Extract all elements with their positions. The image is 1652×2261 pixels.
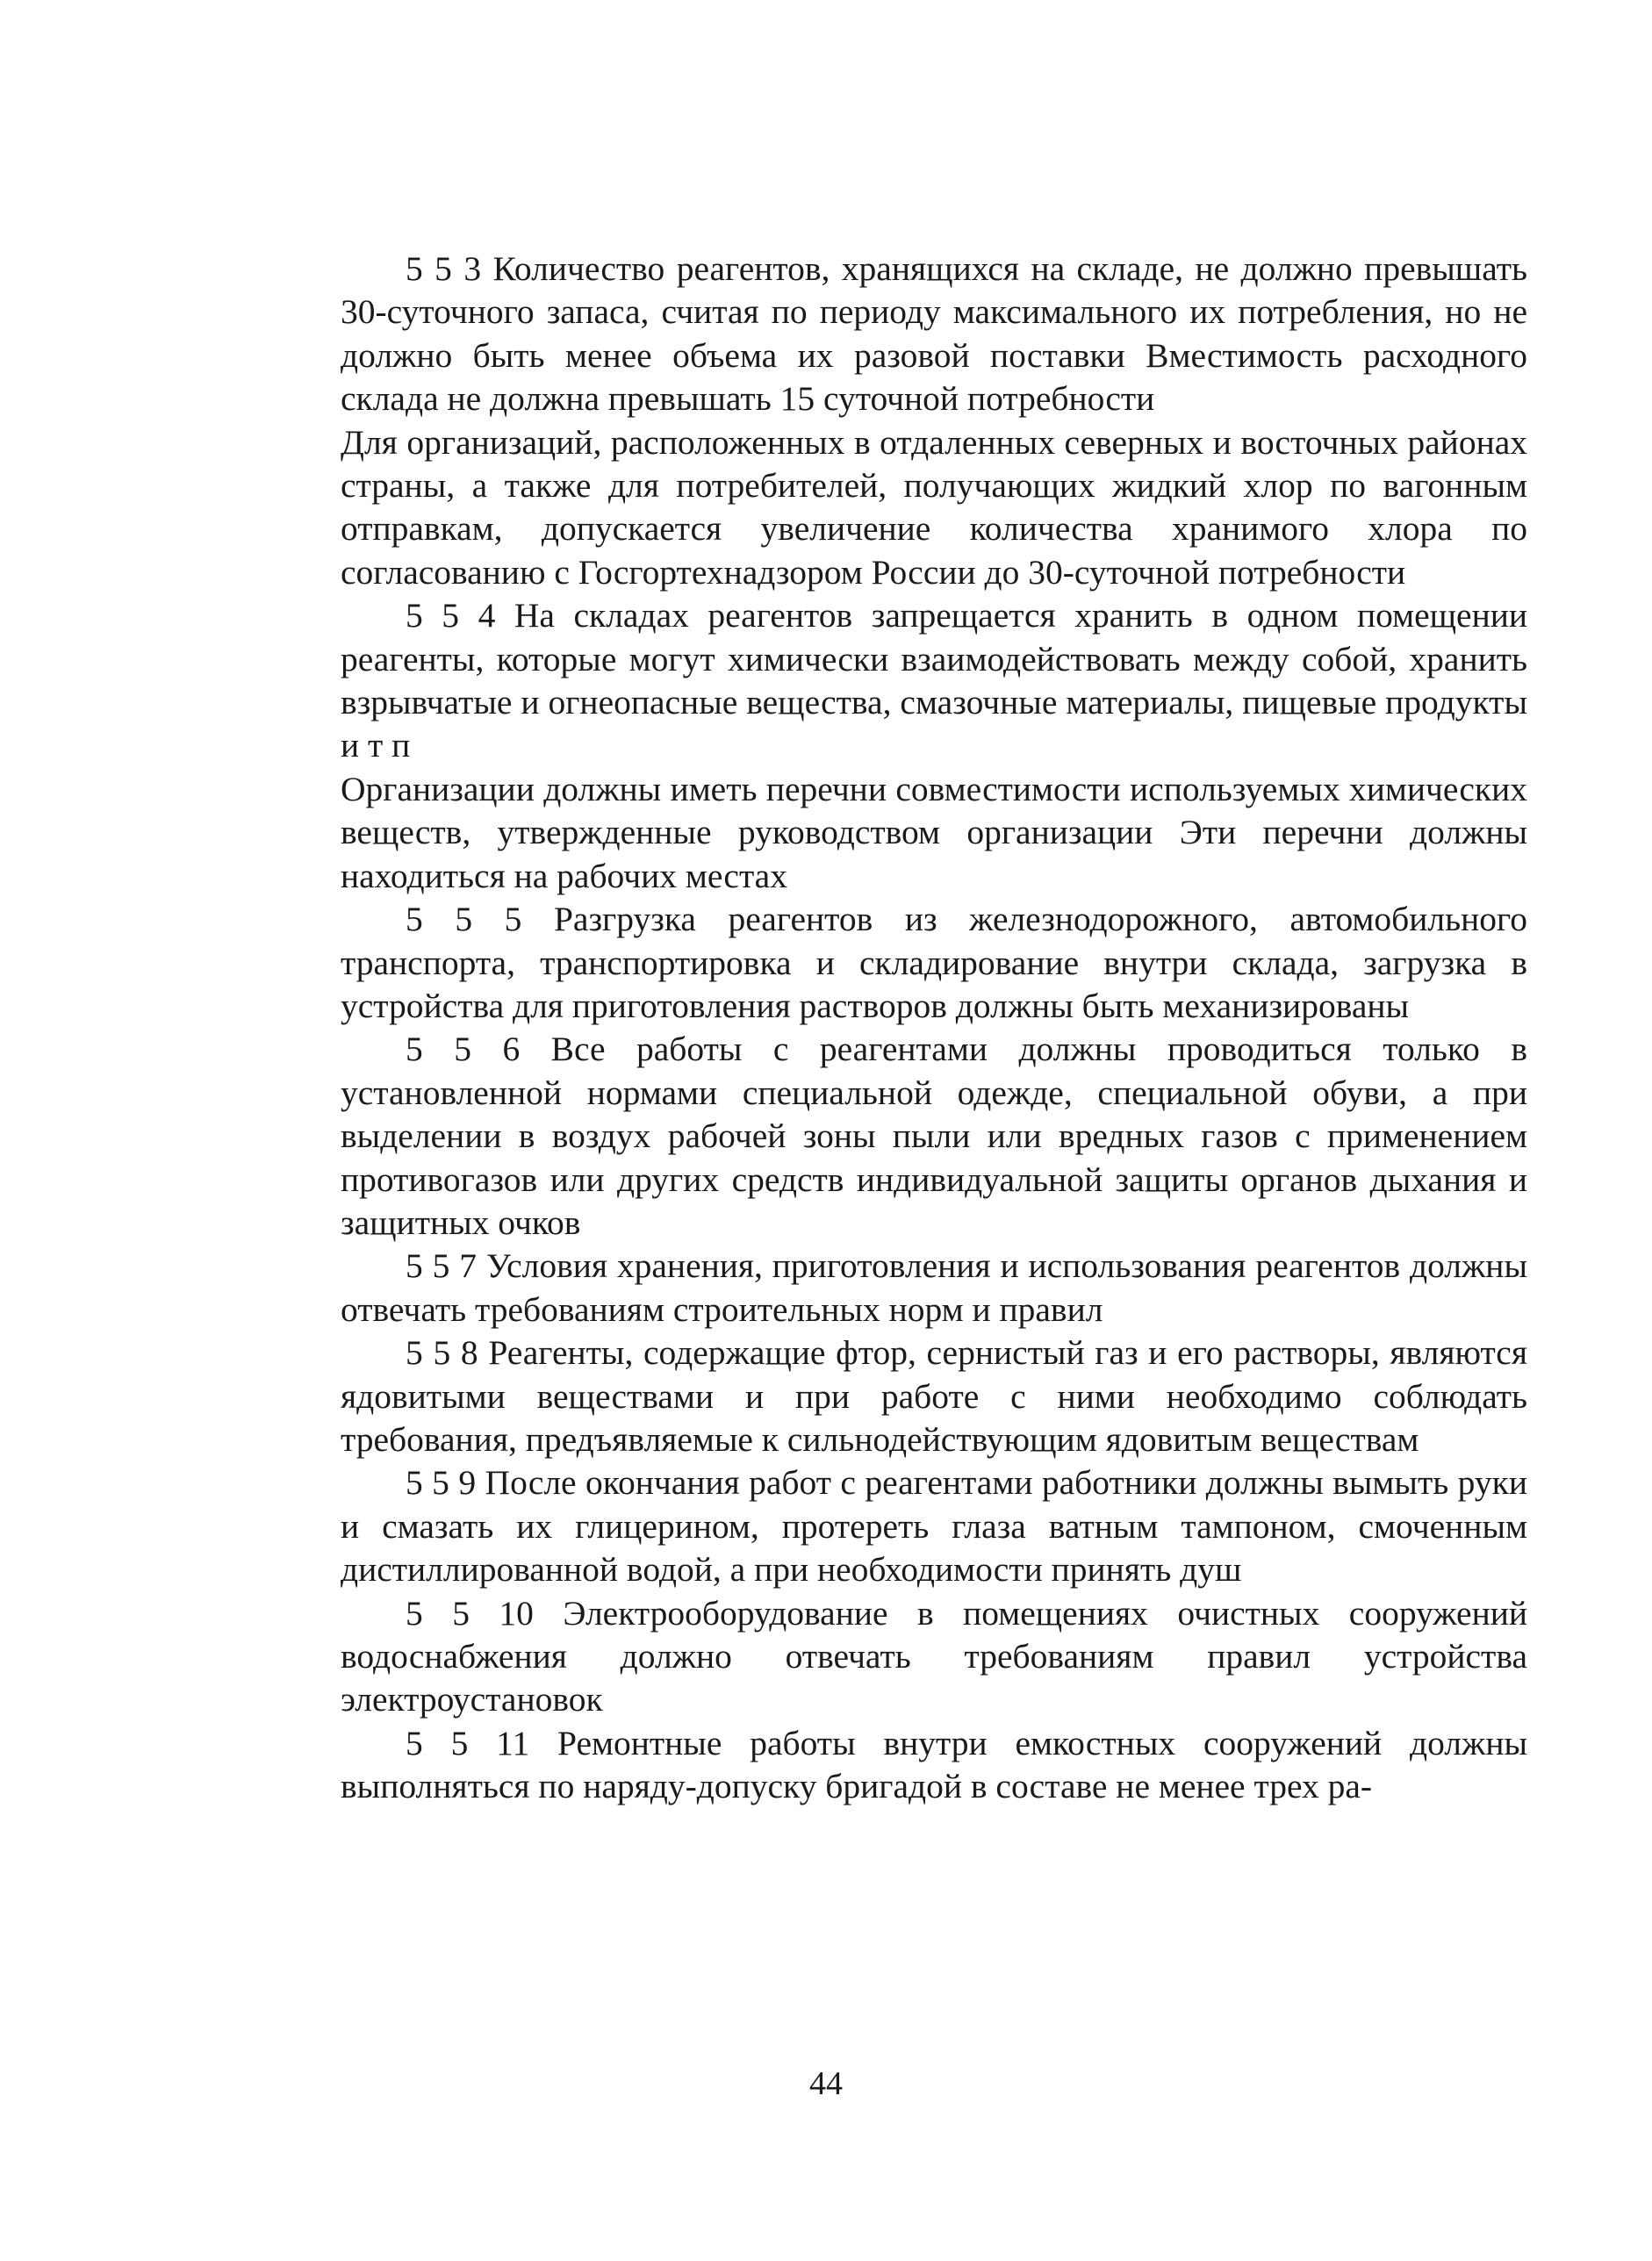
paragraph-5-5-3-continuation: Для организаций, расположенных в отдаленных северных и восточных районах страны, а также для потребителей, получающих жидкий хлор по вагонным отправкам, допускается увеличение количества хранимого хлора по согласованию с Госгортехнадзором России до 30-суточной потребности — [341, 422, 1527, 592]
paragraph-5-5-10: 5 5 10 Электрооборудование в помещениях очистных сооружений водоснабжения должно отвечать требованиям правил устройства электроустановок — [341, 1593, 1527, 1719]
paragraph-5-5-4-continuation: Организации должны иметь перечни совместимости используемых химических веществ, утвержденные руководством организации Эти перечни должны находиться на рабочих местах — [341, 769, 1527, 895]
paragraph-5-5-5: 5 5 5 Разгрузка реагентов из железнодорожного, автомобильного транспорта, транспортировка и складирование внутри склада, загрузка в устройства для приготовления растворов должны быть механизированы — [341, 900, 1527, 1025]
paragraph-5-5-4: 5 5 4 На складах реагентов запрещается хранить в одном помещении реагенты, которые могут химически взаимодействовать между собой, хранить взрывчатые и огнеопасные вещества, смазочные материалы, пищевые продукты и т п — [341, 596, 1527, 765]
paragraph-5-5-8: 5 5 8 Реагенты, содержащие фтор, сернистый газ и его растворы, являются ядовитыми веществами и при работе с ними необходимо соблюдать требования, предъявляемые к сильнодействующим ядовитым веществам — [341, 1333, 1527, 1459]
paragraph-5-5-11: 5 5 11 Ремонтные работы внутри емкостных сооружений должны выполняться по наряду-допуску бригадой в составе не менее трех ра- — [341, 1723, 1527, 1806]
page-number: 44 — [809, 2065, 843, 2102]
paragraph-5-5-7: 5 5 7 Условия хранения, приготовления и использования реагентов должны отвечать требованиям строительных норм и правил — [341, 1246, 1527, 1329]
paragraph-5-5-6: 5 5 6 Все работы с реагентами должны проводиться только в установленной нормами специальной одежде, специальной обуви, а при выделении в воздух рабочей зоны пыли или вредных газов с применением противогазов или других средств индивидуальной защиты органов дыхания и защитных очков — [341, 1030, 1527, 1242]
paragraph-5-5-3: 5 5 3 Количество реагентов, хранящихся на складе, не должно превышать 30-суточного запаса, считая по периоду максимального их потребления, но не должно быть менее объема их разовой поставки Вместимость расходного склада не должна превышать 15 суточной потребности — [341, 249, 1527, 419]
paragraph-5-5-9: 5 5 9 После окончания работ с реагентами работники должны вымыть руки и смазать их глицерином, протереть глаза ватным тампоном, смоченным дистиллированной водой, а при необходимости принять душ — [341, 1463, 1527, 1590]
body-text — [341, 248, 1527, 1809]
